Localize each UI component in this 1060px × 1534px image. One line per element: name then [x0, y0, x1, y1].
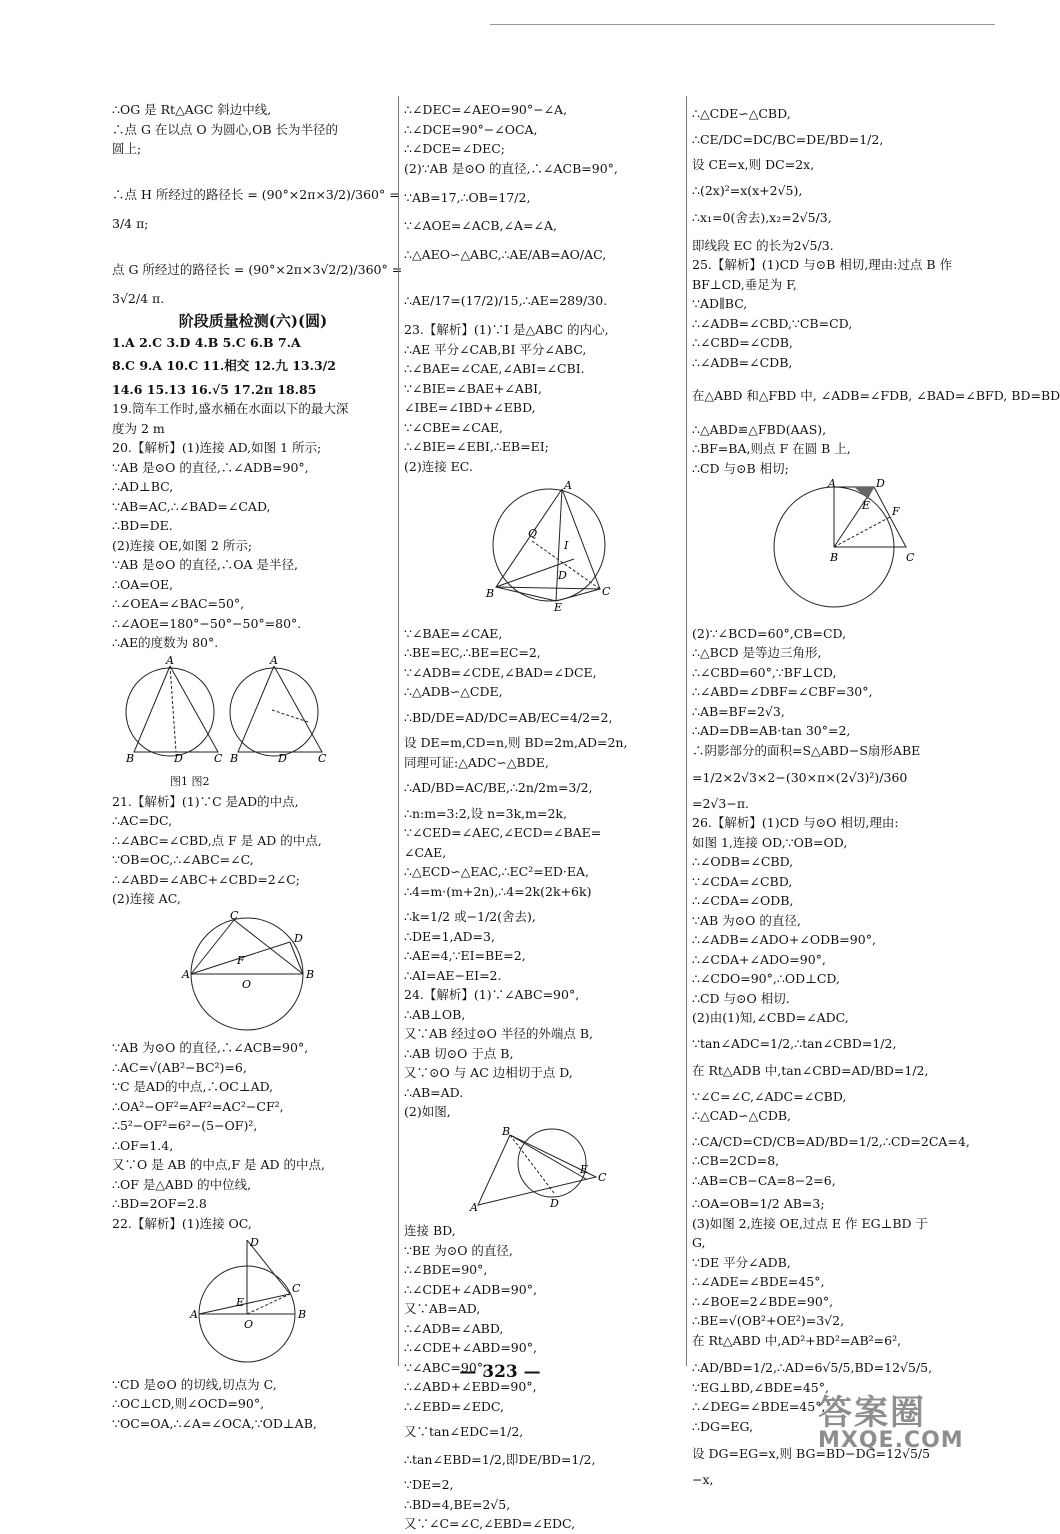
text-line: 如图 1,连接 OD,∵OB=OD, [692, 834, 848, 850]
text-line: ∴AD/BD=AC/BE,∴2n/2m=3/2, [404, 780, 593, 795]
text-line: ∴∠BIE=∠EBI,∴EB=EI; [404, 439, 549, 454]
geometry-figure-25 [692, 477, 972, 615]
svg-text:A: A [182, 967, 190, 981]
text-line: 点 G 所经过的路径长 = (90°×2π×3√2/2)/360° = [112, 261, 403, 277]
text-line: ∵∠CED=∠AEC,∠ECD=∠BAE= [404, 825, 602, 840]
watermark-logo: 答案圈 [818, 1393, 926, 1433]
text-line: ∴∠ADB=∠CDB, [692, 354, 793, 370]
text-line: ∴DE=1,AD=3, [404, 928, 495, 944]
text-line: ∵EG⊥BD,∠BDE=45°, [692, 1379, 829, 1395]
svg-text:C: C [598, 1170, 607, 1184]
text-line: ∴∠CBD=60°,∵BF⊥CD, [692, 664, 837, 680]
text-line: (2)连接 OE,如图 2 所示; [112, 537, 253, 553]
text-line: −x, [692, 1471, 714, 1487]
text-line: ∵AB 为⊙O 的直径, [692, 912, 801, 928]
text-line: ∴CD 与⊙O 相切. [692, 990, 790, 1006]
text-line: ∵DE 平分∠ADB, [692, 1254, 791, 1270]
text-line: 24.【解析】(1)∵∠ABC=90°, [404, 987, 580, 1002]
text-line: ∴DG=EG, [692, 1418, 754, 1434]
text-line: ∴AD=DB=AB·tan 30°=2, [692, 723, 851, 738]
figure-22 [112, 1236, 394, 1372]
text-line: ∴∠BDE=90°, [404, 1262, 488, 1277]
text-line: (3)如图 2,连接 OE,过点 E 作 EG⊥BD 于 [692, 1215, 929, 1231]
text-line: 设 CE=x,则 DC=2x, [692, 157, 815, 172]
text-line: ∴∠ODB=∠CBD, [692, 854, 794, 869]
text-line: ∴∠ABD=∠DBF=∠CBF=30°, [692, 684, 873, 699]
svg-text:I: I [564, 539, 569, 552]
text-line: ∴∠DEG=∠BDE=45°, [692, 1399, 826, 1414]
svg-text:Q: Q [528, 527, 538, 540]
geometry-figure-23 [404, 479, 674, 615]
text-line: 又∵tan∠EDC=1/2, [404, 1424, 524, 1439]
text-line: 20.【解析】(1)连接 AD,如图 1 所示; [112, 440, 322, 455]
text-line: ∴∠BOE=2∠BDE=90°, [692, 1293, 834, 1309]
text-line: ∴AE的度数为 80°. [112, 635, 219, 650]
text-line: ∴∠ABD+∠EBD=90°, [404, 1379, 537, 1394]
text-line: ∴AD⊥BC, [112, 479, 174, 494]
text-line: ∴BD=4,BE=2√5, [404, 1496, 511, 1512]
text-line: ∠IBE=∠IBD+∠EBD, [404, 400, 536, 415]
text-line: ∴OF 是△ABD 的中位线, [112, 1176, 252, 1192]
text-line: 又∵O 是 AB 的中点,F 是 AD 的中点, [112, 1157, 325, 1172]
text-line: ∴BD=2OF=2.8 [112, 1196, 207, 1211]
text-line: (2)如图, [404, 1104, 451, 1119]
text-line: ∵BE 为⊙O 的直径, [404, 1242, 513, 1258]
svg-text:B: B [230, 751, 239, 765]
svg-text:C: C [230, 908, 239, 922]
text-line: ∴OA²−OF²=AF²=AC²−CF², [112, 1098, 284, 1114]
text-line: ∴AB=BF=2√3, [692, 703, 785, 719]
text-line: ∴∠DCE=90°−∠OCA, [404, 121, 538, 137]
text-line: 设 DG=EG=x,则 BG=BD−DG=12√5/5 [692, 1446, 931, 1461]
watermark-url: MXQE.COM [818, 1428, 964, 1453]
text-line: ∴△ADB∽△CDE, [404, 684, 503, 699]
text-line: ∴AE 平分∠CAB,BI 平分∠ABC, [404, 341, 587, 357]
text-line: ∵∠AOE=∠ACB,∠A=∠A, [404, 217, 557, 233]
svg-text:F: F [237, 953, 245, 967]
text-line: ∴AC=DC, [112, 813, 173, 828]
column-1 [112, 100, 403, 1433]
text-line: ∴5²−OF²=6²−(5−OF)², [112, 1118, 258, 1133]
text-line: ∴点 H 所经过的路径长 = (90°×2π×3/2)/360° = [112, 186, 400, 202]
text-line: (2)由(1)知,∠CBD=∠ADC, [692, 1010, 849, 1025]
text-line: ∴AC=√(AB²−BC²)=6, [112, 1059, 247, 1075]
text-line: ∴△CAD∽△CDB, [692, 1108, 792, 1123]
text-line: ∵tan∠ADC=1/2,∴tan∠CBD=1/2, [692, 1035, 897, 1051]
figure-21 [112, 908, 394, 1036]
svg-text:C: C [214, 751, 223, 765]
text-line: 25.【解析】(1)CD 与⊙B 相切,理由:过点 B 作 [692, 257, 953, 272]
text-line: ∴(2x)²=x(x+2√5), [692, 182, 803, 198]
column-divider [686, 96, 687, 1366]
text-line: ∴∠CDA+∠ADO=90°, [692, 951, 826, 967]
svg-text:D: D [294, 931, 303, 945]
text-line: ∴∠ADB=∠CBD,∵CB=CD, [692, 315, 853, 331]
svg-text:E: E [236, 1296, 245, 1309]
text-line: ∴∠DEC=∠AEO=90°−∠A, [404, 102, 568, 117]
section-title: 阶段质量检测(六)(圆) [178, 311, 328, 330]
svg-text:A: A [564, 479, 572, 492]
text-line: ∴∠CDE+∠ABD=90°, [404, 1340, 537, 1355]
text-line: 又∵⊙O 与 AC 边相切于点 D, [404, 1065, 573, 1080]
text-line: ∴CB=2CD=8, [692, 1153, 780, 1168]
svg-text:O: O [244, 1318, 254, 1331]
text-line: ∵AB 是⊙O 的直径,∴∠ADB=90°, [112, 459, 309, 475]
column-3 [692, 104, 1060, 1489]
text-line: ∴4=m·(m+2n),∴4=2k(2k+6k) [404, 883, 592, 899]
text-line: 又∵AB=AD, [404, 1301, 481, 1316]
geometry-figure-22 [112, 1236, 352, 1366]
text-line: 又∵AB 经过⊙O 半径的外端点 B, [404, 1026, 594, 1041]
text-line: ∴AE=4,∵EI=BE=2, [404, 948, 526, 963]
text-line: 26.【解析】(1)CD 与⊙O 相切,理由: [692, 815, 899, 830]
text-line: ∴OA=OE, [112, 576, 174, 592]
text-line: ∵OC=OA,∴∠A=∠OCA,∵OD⊥AB, [112, 1415, 317, 1431]
text-line: ∴AB⊥OB, [404, 1006, 466, 1022]
text-line: ∴∠ADB=∠ADO+∠ODB=90°, [692, 932, 876, 947]
text-line: ∴k=1/2 或−1/2(舍去), [404, 909, 536, 924]
geometry-figure-1-2 [112, 653, 352, 765]
svg-text:E: E [580, 1162, 589, 1176]
answer-line: 1.A 2.C 3.D 4.B 5.C 6.B 7.A [112, 334, 301, 350]
svg-text:C: C [602, 585, 611, 598]
text-line: 3√2/4 π. [112, 291, 165, 306]
text-line: 23.【解析】(1)∵I 是△ABC 的内心, [404, 322, 609, 337]
text-line: ∴OF=1.4, [112, 1137, 174, 1153]
text-line: ∴AB=CB−CA=8−2=6, [692, 1172, 836, 1188]
text-line: (2)∵AB 是⊙O 的直径,∴∠ACB=90°, [404, 160, 618, 176]
svg-text:E: E [862, 499, 871, 512]
text-line: ∵∠ADB=∠CDE,∠BAD=∠DCE, [404, 664, 597, 680]
figure-24 [404, 1125, 680, 1219]
text-line: (2)∵∠BCD=60°,CB=CD, [692, 625, 847, 641]
text-line: ∠CAE, [404, 844, 447, 860]
text-line: ∴BD=DE. [112, 518, 173, 533]
text-line: ∴tan∠EBD=1/2,即DE/BD=1/2, [404, 1451, 596, 1467]
figure-25 [692, 477, 982, 621]
svg-text:B: B [830, 551, 839, 564]
column-2 [404, 100, 680, 1534]
svg-text:B: B [486, 587, 495, 600]
text-line: ∴△AEO∽△ABC,∴AE/AB=AO/AC, [404, 247, 607, 262]
text-line: ∴点 G 在以点 O 为圆心,OB 长为半径的 [112, 121, 339, 137]
text-line: (2)连接 EC. [404, 458, 473, 474]
text-line: ∵AB 是⊙O 的直径,∴OA 是半径, [112, 557, 299, 572]
text-line: ∵∠CDA=∠CBD, [692, 873, 793, 889]
svg-text:B: B [502, 1124, 511, 1138]
svg-text:D: D [174, 751, 183, 765]
figure-20 [112, 653, 394, 770]
svg-text:D: D [558, 569, 567, 582]
text-line: ∴△ABD≌△FBD(AAS), [692, 421, 827, 437]
svg-text:F: F [892, 505, 900, 518]
text-line: 在 Rt△ABD 中,AD²+BD²=AB²=6², [692, 1332, 902, 1348]
text-line: ∴∠ABC=∠CBD,点 F 是 AD 的中点, [112, 832, 322, 848]
text-line: ∴CE/DC=DC/BC=DE/BD=1/2, [692, 131, 884, 147]
svg-text:A: A [828, 477, 836, 490]
text-line: G, [692, 1235, 706, 1250]
text-line: =1/2×2√3×2−(30×π×(2√3)²)/360 [692, 770, 908, 785]
svg-text:C: C [906, 551, 915, 564]
svg-text:O: O [242, 977, 252, 991]
text-line: ∵AB=AC,∴∠BAD=∠CAD, [112, 498, 271, 514]
text-line: 19.筒车工作时,盛水桶在水面以下的最大深 [112, 401, 349, 416]
text-line: ∴△ECD∽△EAC,∴EC²=ED·EA, [404, 864, 589, 879]
text-line: ∴∠DCE=∠DEC; [404, 141, 506, 156]
text-line: ∴∠CDO=90°,∴OD⊥CD, [692, 971, 840, 986]
text-line: 21.【解析】(1)∵C 是AD的中点, [112, 793, 299, 809]
text-line: 在△ABD 和△FBD 中, ∠ADB=∠FDB, ∠BAD=∠BFD, BD=BD [692, 388, 1060, 403]
text-line: 22.【解析】(1)连接 OC, [112, 1215, 252, 1231]
text-line: ∵AD∥BC, [692, 296, 748, 311]
text-line: ∴CD 与⊙B 相切; [692, 460, 789, 476]
text-line: ∴OA=OB=1/2 AB=3; [692, 1196, 825, 1211]
text-line: ∴BF=BA,则点 F 在圆 B 上, [692, 441, 851, 456]
figure-23 [404, 479, 680, 621]
svg-text:A: A [190, 1308, 198, 1321]
text-line: ∴CA/CD=CD/CB=AD/BD=1/2,∴CD=2CA=4, [692, 1133, 970, 1149]
text-line: (2)连接 AC, [112, 891, 181, 906]
text-line: ∴n:m=3:2,设 n=3k,m=2k, [404, 805, 567, 821]
text-line: ∴AE/17=(17/2)/15,∴AE=289/30. [404, 292, 608, 308]
text-line: 度为 2 m [112, 420, 165, 436]
svg-text:E: E [554, 601, 563, 614]
text-line: ∵∠CBE=∠CAE, [404, 419, 503, 435]
svg-text:B: B [306, 967, 315, 981]
text-line: ∴△BCD 是等边三角形, [692, 645, 822, 660]
text-line: 设 DE=m,CD=n,则 BD=2m,AD=2n, [404, 735, 628, 750]
svg-text:D: D [250, 1236, 259, 1249]
text-line: ∵AB=17,∴OB=17/2, [404, 190, 531, 205]
text-line: ∴∠ABD=∠ABC+∠CBD=2∠C; [112, 871, 301, 887]
column-divider [398, 96, 399, 1366]
text-line: ∴AB 切⊙O 于点 B, [404, 1045, 514, 1061]
text-line: ∵CD 是⊙O 的切线,切点为 C, [112, 1376, 277, 1392]
svg-text:D: D [278, 751, 287, 765]
text-line: ∴∠BAE=∠CAE,∠ABI=∠CBI. [404, 361, 585, 376]
text-line: 3/4 π; [112, 216, 149, 231]
text-line: 同理可证:△ADC∽△BDE, [404, 754, 549, 770]
svg-text:A: A [470, 1200, 478, 1214]
text-line: ∴x₁=0(舍去),x₂=2√5/3, [692, 210, 832, 225]
svg-text:D: D [550, 1196, 559, 1210]
answer-line: 8.C 9.A 10.C 11.相交 12.九 13.3/2 [112, 358, 336, 373]
geometry-figure-21 [112, 908, 352, 1030]
text-line: ∴OC⊥CD,则∠OCD=90°, [112, 1396, 265, 1411]
top-rule [490, 24, 995, 25]
text-line: ∴∠EBD=∠EDC, [404, 1398, 504, 1414]
text-line: ∴AB=AD. [404, 1084, 464, 1100]
text-line: ∵AB 为⊙O 的直径,∴∠ACB=90°, [112, 1040, 309, 1055]
text-line: ∴∠CBD=∠CDB, [692, 335, 793, 350]
text-line: 在 Rt△ADB 中,tan∠CBD=AD/BD=1/2, [692, 1063, 929, 1078]
svg-text:B: B [126, 751, 135, 765]
text-line: ∴△CDE∽△CBD, [692, 106, 791, 121]
text-line: ∴OG 是 Rt△AGC 斜边中线, [112, 102, 272, 117]
text-line: BF⊥CD,垂足为 F, [692, 276, 797, 292]
text-line: ∴∠CDE+∠ADB=90°, [404, 1281, 537, 1297]
text-line: ∴BE=EC,∴BE=EC=2, [404, 645, 541, 660]
text-line: 又∵∠C=∠C,∠EBD=∠EDC, [404, 1516, 576, 1531]
text-line: =2√3−π. [692, 795, 750, 811]
text-line: ∴∠CDA=∠ODB, [692, 893, 794, 908]
text-line: ∵C 是AD的中点,∴OC⊥AD, [112, 1079, 274, 1094]
text-line: 即线段 EC 的长为2√5/3. [692, 237, 834, 253]
text-line: 圆上; [112, 141, 142, 156]
text-line: ∴∠OEA=∠BAC=50°, [112, 596, 245, 611]
svg-text:D: D [876, 477, 885, 490]
text-line: ∴∠AOE=180°−50°−50°=80°. [112, 615, 302, 631]
svg-text:C: C [318, 751, 327, 765]
svg-text:A: A [270, 653, 278, 667]
svg-text:C: C [292, 1282, 301, 1295]
svg-text:A: A [166, 653, 174, 667]
text-line: ∴AI=AE−EI=2. [404, 967, 502, 983]
text-line: ∴阴影部分的面积=S△ABD−S扇形ABE [692, 742, 921, 758]
text-line: ∴AD/BD=1/2,∴AD=6√5/5,BD=12√5/5, [692, 1360, 933, 1375]
text-line: ∴∠ADB=∠ABD, [404, 1320, 504, 1336]
text-line: ∴BD/DE=AD/DC=AB/EC=4/2=2, [404, 709, 613, 725]
text-line: 连接 BD, [404, 1223, 456, 1238]
text-line: ∵∠ABC=90°, [404, 1359, 488, 1375]
answer-line: 14.6 15.13 16.√5 17.2π 18.85 [112, 381, 317, 397]
text-line: ∵∠C=∠C,∠ADC=∠CBD, [692, 1088, 847, 1104]
geometry-figure-24 [404, 1125, 674, 1213]
text-line: ∴BE=√(OB²+OE²)=3√2, [692, 1313, 845, 1328]
svg-text:B: B [298, 1308, 307, 1321]
text-line: ∵OB=OC,∴∠ABC=∠C, [112, 852, 254, 867]
text-line: ∴∠ADE=∠BDE=45°, [692, 1274, 825, 1289]
text-line: ∵DE=2, [404, 1477, 454, 1492]
figure-caption: 图1 图2 [170, 775, 210, 788]
text-line: ∵∠BAE=∠CAE, [404, 625, 503, 641]
page-number: — 323 — [459, 1362, 541, 1382]
text-line: ∵∠BIE=∠BAE+∠ABI, [404, 380, 543, 396]
